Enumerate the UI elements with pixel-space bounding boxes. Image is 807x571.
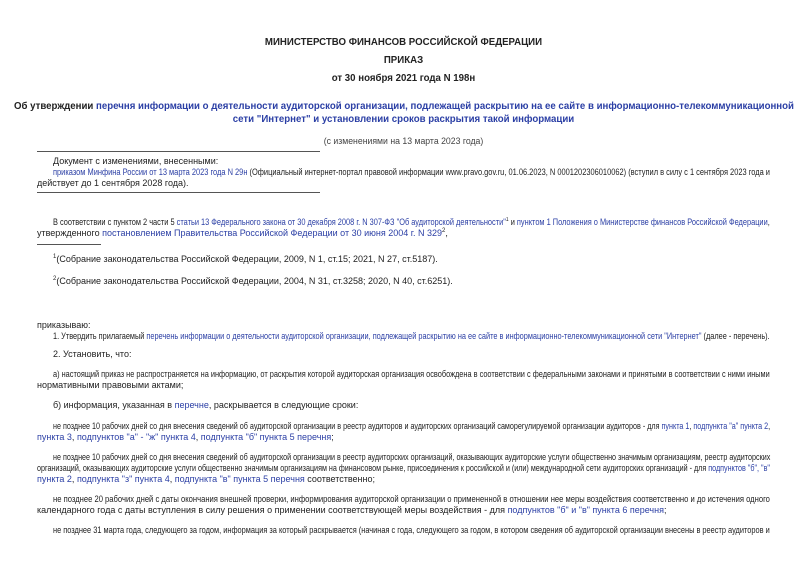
link-item-2[interactable]: пункта 2 [37,474,72,484]
term-1-line-2 [37,432,334,443]
term-2-end: соответственно; [304,474,375,484]
link-subitems-b-v-item-6[interactable]: подпунктов "б" и "в" пункта 6 перечня [507,505,664,515]
sep: ; [331,432,334,442]
preamble-comma: , [767,217,770,227]
footnote-mark-1: 1 [53,254,57,260]
subitem-b-text: б) информация, указанная в [53,400,175,410]
preamble-tail: , [445,228,448,238]
item-1-tail: (далее - перечень). [701,331,770,341]
footnote-1 [53,252,438,265]
term-2-line-1: не позднее 10 рабочих дней со дня внесения сведений об аудиторской организации в реестр аудиторских организаций, оказывающих аудиторские услуги общественно значимым организациям, реестр аудиторских [53,452,771,462]
amend-box-top-rule [37,151,320,152]
sep: , [768,421,771,431]
list-annex-link[interactable]: перечень информации о деятельности аудиторской организации, подлежащей раскрытию на ее сайте в информационно-телекоммуникационной сети "Интернет" [146,331,702,341]
ministry-regulation-link[interactable]: пунктом 1 Положения о Министерстве финансов Российской Федерации [516,217,768,227]
subitem-a-line-1: а) настоящий приказ не распространяется на информацию, от раскрытия которой аудиторская организация освобождена в соответствии с федеральными законами и принятыми в соответствии с ними иными [53,369,770,379]
link-subitem-z-item-4[interactable]: подпункта "з" пункта 4 [76,474,170,484]
subitem-b-tail: , раскрывается в следующие сроки: [208,400,359,410]
amend-box-bottom-rule [37,192,320,193]
link-subitem-b-item-5[interactable]: подпункта "б" пункта 5 перечня [200,432,332,442]
subitem-b [53,400,358,411]
item-1-text: 1. Утвердить прилагаемый [53,331,147,341]
term-3-line-2 [37,505,666,516]
item-1 [53,331,770,342]
link-subitem-v-item-5[interactable]: подпункта "в" пункта 5 перечня [174,474,305,484]
order-date-number: от 30 ноября 2021 года N 198н [331,73,476,84]
item-2: 2. Установить, что: [53,349,132,359]
term-3-line-1: не позднее 20 рабочих дней с даты окончания внешней проверки, информирования аудиторской организации о примененной в отношении нее меры воздействия соответственно и до истечения одного [53,494,770,504]
ministry-heading: МИНИСТЕРСТВО ФИНАНСОВ РОССИЙСКОЙ ФЕДЕРАЦИИ [264,37,543,48]
amend-box-caption: Документ с изменениями, внесенными: [53,156,219,166]
amended-note: (с изменениями на 13 марта 2023 года) [323,136,484,146]
order-heading: ПРИКАЗ [383,55,424,66]
term-2-line-3 [37,474,375,485]
sep: , [195,432,201,442]
government-decree-link[interactable]: постановлением Правительства Российской Федерации от 30 июня 2004 г. N 329 [102,228,442,238]
term-2-line-2 [37,463,770,474]
link-subitems-b-v[interactable]: подпунктов "б", "в" [708,463,770,473]
amend-box-details: (Официальный интернет-портал правовой информации www.pravo.gov.ru, 01.06.2023, N 0001202306010062) (вступил в силу с 1 сентября 2023 года и [247,167,770,177]
amend-box-line-2: действует до 1 сентября 2028 года). [37,178,189,188]
term-1-text: не позднее 10 рабочих дней со дня внесения сведений об аудиторской организации в реестр аудиторов и аудиторских организаций саморегулируемой организации аудиторов - для [53,421,662,431]
term-3-text: календарного года с даты вступления в силу решения о применении соответствующей меры воздействия - для [37,505,508,515]
link-item-1[interactable]: пункта 1 [661,421,690,431]
term-1-line-1 [53,421,770,432]
sep: , [71,432,77,442]
footnote-mark-2: 2 [53,276,57,282]
subitem-a-line-2: нормативными правовыми актами; [37,380,184,390]
footnote-ref-1[interactable]: 1 [505,217,509,223]
footnote-ref-2[interactable]: 2 [441,228,446,234]
document-title-line-1 [14,101,793,112]
amend-box-line-1 [53,167,770,178]
term-4-line-1: не позднее 31 марта года, следующего за годом, информация за который раскрывается (начиная с года, следующего за годом, в котором сведения об аудиторской организации внесены в реестр аудиторов и [53,525,770,535]
sep: , [169,474,175,484]
footnote-2 [53,274,453,287]
footnote-2-text: (Собрание законодательства Российской Федерации, 2004, N 31, ст.3258; 2020, N 40, ст.6251). [56,276,453,286]
title-link-part-2[interactable]: сети "Интернет" и установлении сроков раскрытия такой информации [232,114,575,125]
amend-order-link[interactable]: приказом Минфина России от 13 марта 2023 года N 29н [53,167,248,177]
sep: , [689,421,694,431]
preamble-text: В соответствии с пунктом 2 части 5 [53,217,177,227]
sep: , [71,474,77,484]
preamble-text-2: утвержденного [37,228,103,238]
list-link[interactable]: перечне [174,400,209,410]
preamble-line-2 [37,226,448,239]
law-article-link[interactable]: статьи 13 Федерального закона от 30 декабря 2008 г. N 307-ФЗ "Об аудиторской деятельности" [176,217,506,227]
link-subitems-a-zh-item-4[interactable]: подпунктов "а" - "ж" пункта 4 [76,432,196,442]
document-title-line-2 [14,114,794,125]
footnote-rule [37,244,101,245]
term-2-text: организаций, оказывающих аудиторские услуги общественно значимым организациям на финансовом рынке, присоединения к российской и (или) международной сети аудиторских организаций - для [37,463,709,473]
title-prefix: Об утверждении [14,101,97,112]
link-item-3[interactable]: пункта 3 [37,432,72,442]
link-subitem-a-item-2[interactable]: подпункта "а" пункта 2 [693,421,769,431]
sep: ; [663,505,667,515]
footnote-1-text: (Собрание законодательства Российской Федерации, 2009, N 1, ст.15; 2021, N 27, ст.5187). [56,254,438,264]
prikazyvayu: приказываю: [37,320,91,330]
title-link-part-1[interactable]: перечня информации о деятельности аудиторской организации, подлежащей раскрытию на ее сайте в информационно-телекоммуникационной [96,101,794,112]
preamble-conj: и [508,217,517,227]
